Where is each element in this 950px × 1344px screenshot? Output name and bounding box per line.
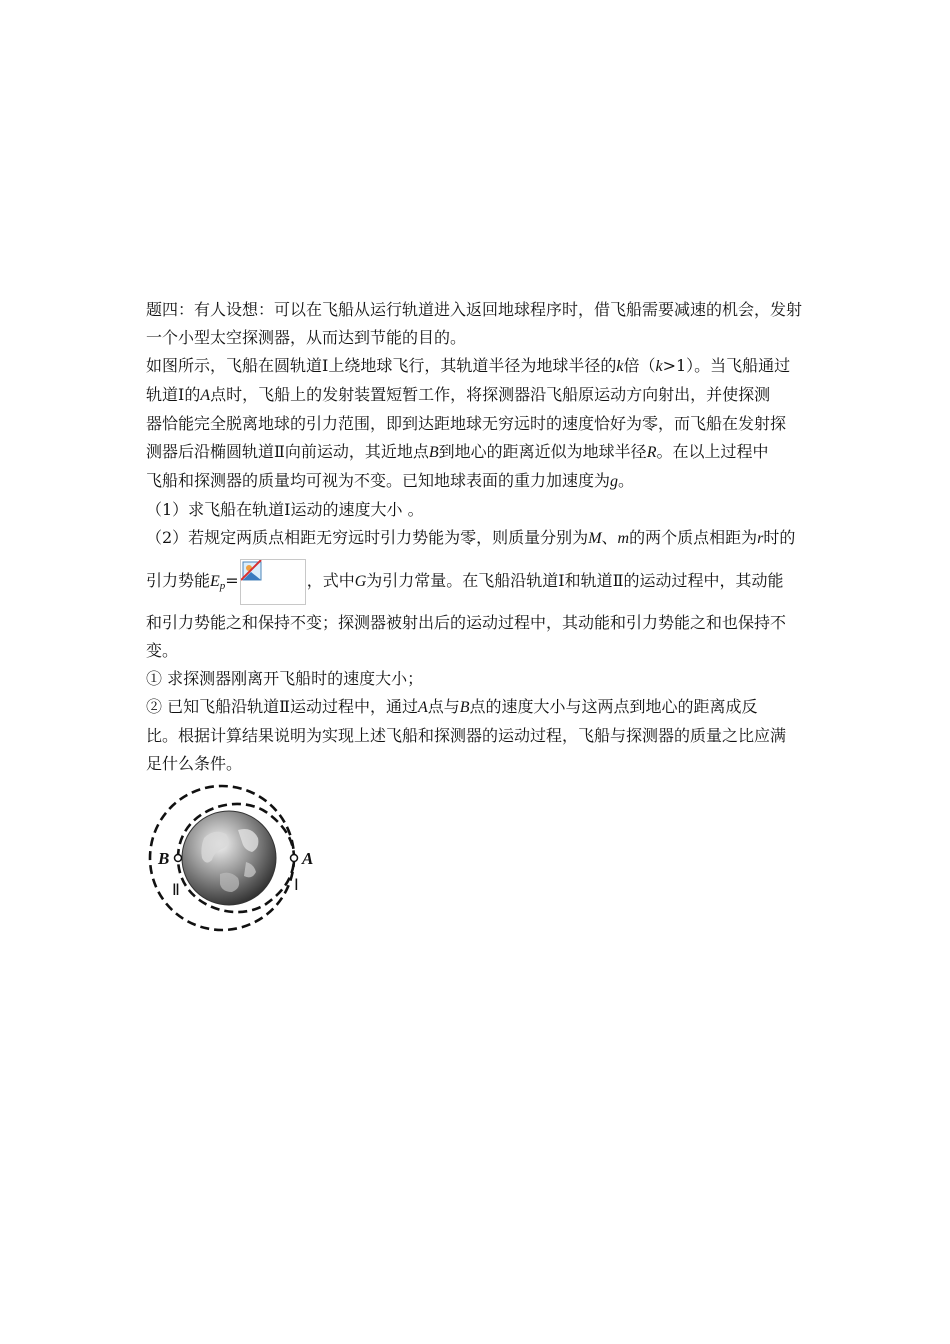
intro-line: 一个小型太空探测器，从而达到节能的目的。: [146, 328, 467, 347]
title-line: 题四：有人设想：可以在飞船从运行轨道进入返回地球程序时，借飞船需要减速的机会，发射: [146, 300, 803, 319]
question-2-line2: 引力势能$E_p=$ ，式中G为引力常量。在飞船沿轨道Ⅰ和轨道Ⅱ的运动过程中，其动能: [146, 553, 811, 609]
para1-line1: 如图所示，飞船在圆轨道Ⅰ上绕地球飞行，其轨道半径为地球半径的k倍（k>1）。当飞船通过: [146, 356, 791, 375]
question-2-line1: （2）若规定两质点相距无穷远时引力势能为零，则质量分别为M、m的两个质点相距为r时的: [146, 528, 796, 547]
question-2-line4: 变。: [146, 641, 179, 660]
label-orbit-1: Ⅰ: [294, 877, 299, 894]
para1-line3: 器恰能完全脱离地球的引力范围，即到达距地球无穷远时的速度恰好为零，而飞船在发射探: [146, 414, 787, 433]
para1-line2: 轨道Ⅰ的A点时，飞船上的发射装置短暂工作，将探测器沿飞船原运动方向射出，并使探测: [146, 385, 771, 404]
broken-image-icon: [241, 560, 305, 604]
question-2-line3: 和引力势能之和保持不变；探测器被射出后的运动过程中，其动能和引力势能之和也保持不: [146, 613, 787, 632]
label-orbit-2: Ⅱ: [172, 882, 180, 899]
sub-question-1: ① 求探测器刚离开飞船时的速度大小；: [146, 669, 424, 688]
question-1: （1）求飞船在轨道Ⅰ运动的速度大小 。: [146, 500, 424, 519]
para1-line4: 测器后沿椭圆轨道Ⅱ向前运动，其近地点B到地心的距离近似为地球半径R。在以上过程中: [146, 442, 769, 461]
sub-question-2-line1: ② 已知飞船沿轨道Ⅱ运动过程中，通过A点与B点的速度大小与这两点到地心的距离成反: [146, 697, 758, 716]
para1-line5: 飞船和探测器的质量均可视为不变。已知地球表面的重力加速度为g。: [146, 471, 635, 490]
label-b: B: [158, 849, 170, 868]
label-a: A: [302, 849, 314, 868]
sub-question-2-line3: 足什么条件。: [146, 754, 243, 773]
formula-image-placeholder: [240, 559, 306, 605]
point-a-marker: [291, 855, 298, 862]
problem-text: [146, 296, 811, 778]
sub-question-2-line2: 比。根据计算结果说明为实现上述飞船和探测器的运动过程，飞船与探测器的质量之比应满: [146, 726, 787, 745]
orbit-figure: [146, 778, 326, 938]
point-b-marker: [175, 855, 182, 862]
earth: [182, 811, 276, 905]
